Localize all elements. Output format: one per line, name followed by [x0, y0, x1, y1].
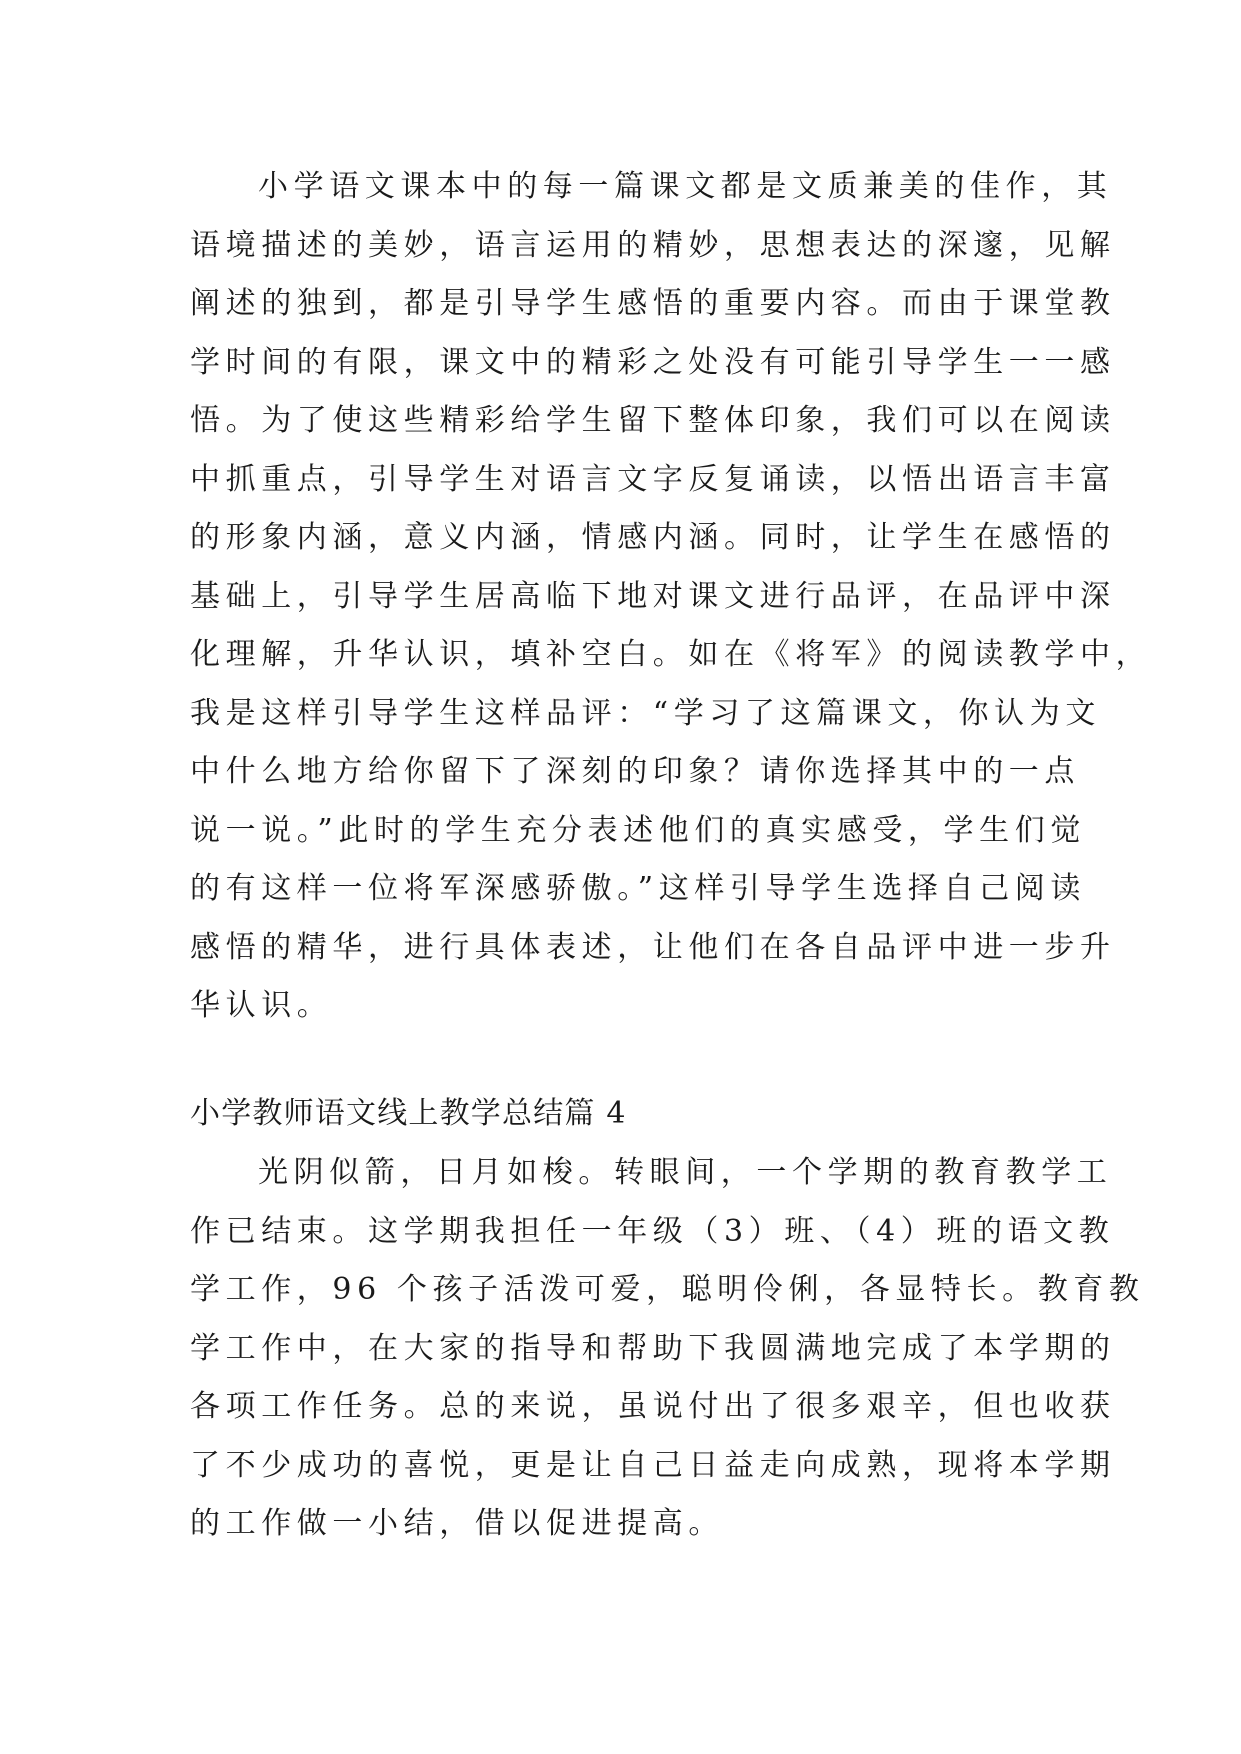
text-line: 各项工作任务。总的来说，虽说付出了很多艰辛，但也收获 [190, 1389, 1116, 1424]
text-line: 的有这样一位将军深感骄傲。”这样引导学生选择自己阅读 [190, 871, 1086, 906]
text-line: 感悟的精华，进行具体表述，让他们在各自品评中进一步升 [190, 929, 1116, 965]
section-heading: 小学教师语文线上教学总结篇 4 [190, 1096, 627, 1131]
text-line: 阐述的独到，都是引导学生感悟的重要内容。而由于课堂教 [190, 286, 1116, 321]
text-line: 华认识。 [190, 988, 333, 1023]
text-line: 学工作中，在大家的指导和帮助下我圆满地完成了本学期的 [190, 1330, 1116, 1366]
text-line: 说一说。”此时的学生充分表述他们的真实感受，学生们觉 [190, 812, 1086, 848]
text-line: 光阴似箭，日月如梭。转眼间，一个学期的教育教学工 [258, 1155, 1113, 1190]
text-line: 小学语文课本中的每一篇课文都是文质兼美的佳作，其 [258, 169, 1113, 204]
text-line: 悟。为了使这些精彩给学生留下整体印象，我们可以在阅读 [190, 403, 1116, 438]
text-line: 的工作做一小结，借以促进提高。 [190, 1506, 724, 1541]
text-line: 基础上，引导学生居高临下地对课文进行品评，在品评中深 [190, 578, 1116, 614]
text-line: 学工作，96 个孩子活泼可爱，聪明伶俐，各显特长。教育教 [190, 1272, 1145, 1307]
text-line: 作已结束。这学期我担任一年级（3）班、（4）班的语文教 [190, 1213, 1115, 1249]
paragraph-reading-method [190, 158, 1152, 1036]
text-line: 学时间的有限，课文中的精彩之处没有可能引导学生一一感 [190, 344, 1116, 380]
text-line: 化理解，升华认识，填补空白。如在《将军》的阅读教学中， [190, 637, 1152, 672]
text-line: 语境描述的美妙，语言运用的精妙，思想表达的深邃，见解 [190, 227, 1116, 263]
text-line: 的形象内涵，意义内涵，情感内涵。同时，让学生在感悟的 [190, 520, 1116, 555]
paragraph-semester-summary [190, 1144, 1145, 1554]
text-line: 我是这样引导学生这样品评：“学习了这篇课文，你认为文 [190, 695, 1101, 731]
text-line: 中抓重点，引导学生对语言文字反复诵读，以悟出语言丰富 [190, 461, 1116, 497]
text-line: 了不少成功的喜悦，更是让自己日益走向成熟，现将本学期 [190, 1447, 1116, 1483]
text-line: 中什么地方给你留下了深刻的印象？请你选择其中的一点 [190, 754, 1080, 789]
